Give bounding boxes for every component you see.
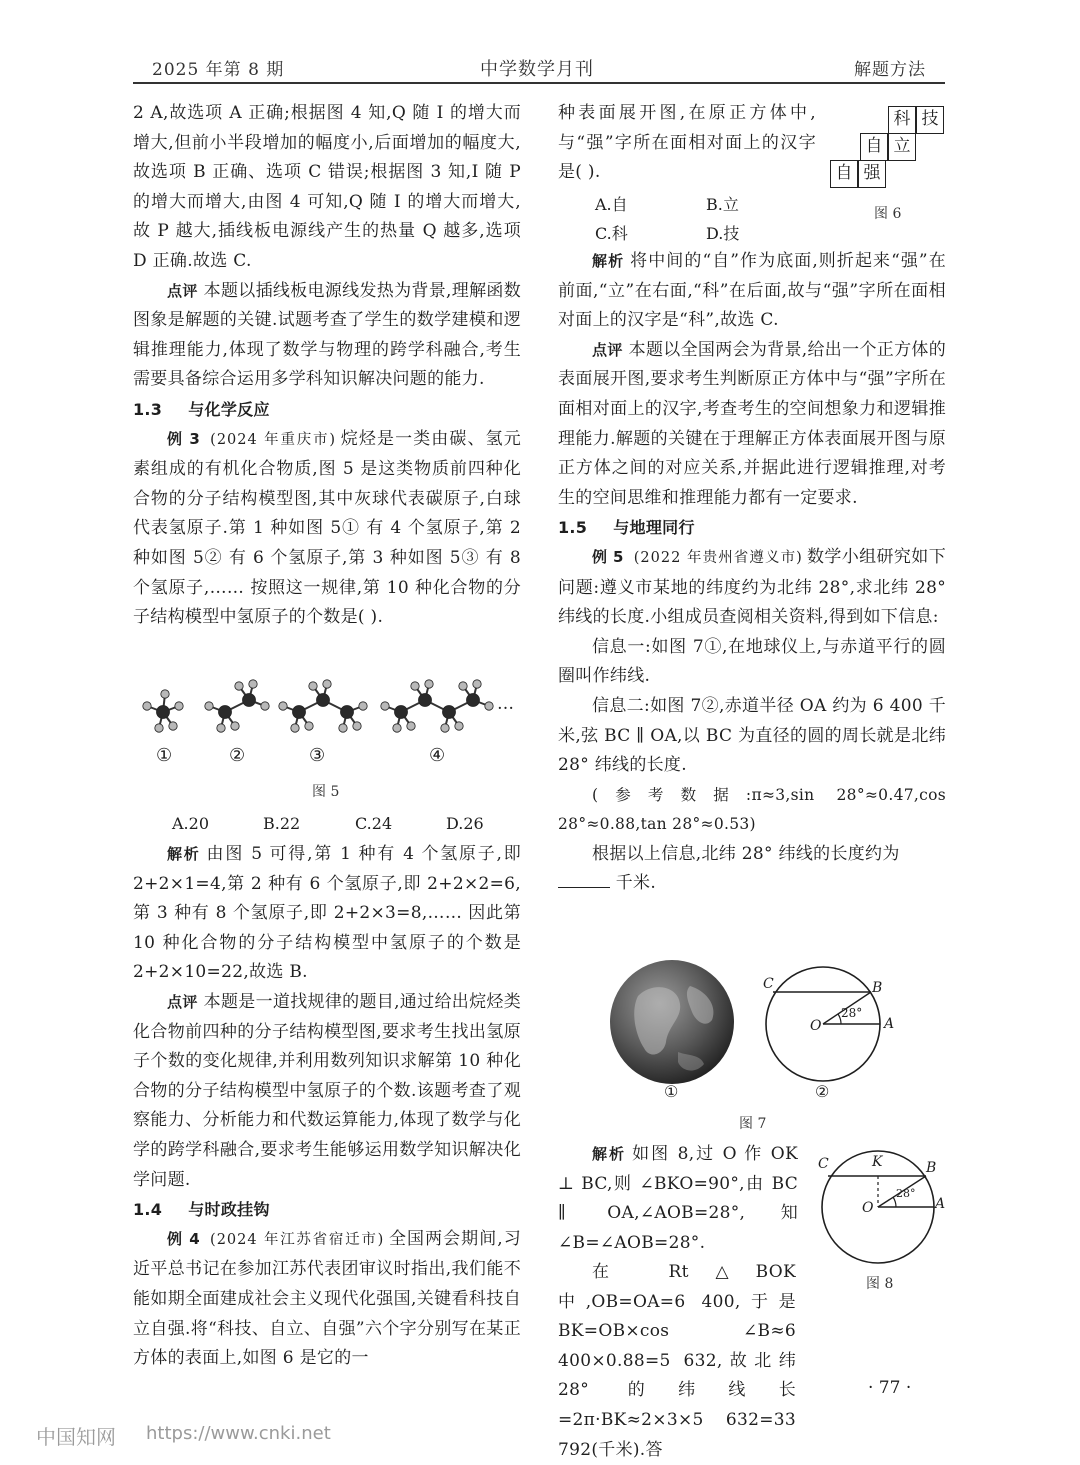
fig7-label-a: A [884,1016,895,1032]
hydrogen-atom [459,682,467,690]
hydrogen-atom [155,724,163,732]
hydrogen-atom [169,722,177,730]
fig5-label-1: ① [156,745,173,766]
fig5-label-3: ③ [309,745,326,766]
cnki-logo: 中国知网 [36,1425,116,1449]
hydrogen-atom [485,702,493,710]
solution-5 [558,1140,798,1258]
hydrogen-atom [473,680,481,688]
section-heading-1-4 [133,1195,521,1225]
hydrogen-atom [231,722,239,730]
hydrogen-atom [441,724,449,732]
question-text: 根据以上信息,北纬 28° 纬线的长度约为 [592,843,900,864]
net-cell-zi-bottom: 自 [830,160,858,188]
fig8-label-o: O [862,1200,874,1216]
comment-text: 本题以全国两会为背景,给出一个正方体的表面展开图,要求考生判断原正方体中与“强”字所在面相对面上的汉字,考查考生的空间想象力和逻辑推理能力.解题的关键在于理解正方体表面展开图与原正方体之间的对应关系,并据此进行逻辑推理,对考生的空间思维和推理能力都有一定要求. [558,339,947,508]
carbon-atom [395,706,408,719]
circle-diagram [766,967,883,1081]
ex3-option-c: C.24 [355,814,393,833]
section-title-text: 与化学反应 [188,399,270,419]
section-heading-1-3 [133,395,521,425]
page-number: · 77 · [868,1378,912,1398]
comment-label: 点评 [167,992,198,1011]
carbon-atom [243,694,256,707]
section-title: 解题方法 [854,60,926,80]
header-rule [133,82,945,84]
journal-title: 中学数学月刊 [480,59,594,80]
hydrogen-atom [249,680,257,688]
info-2: 信息二:如图 7②,赤道半径 OA 约为 6 400 千米,弦 BC ∥ OA,以 BC 为直径的圆的周长就是北纬 28° 纬线的长度. [558,695,946,776]
hydrogen-atom [425,680,433,688]
hydrogen-atom [205,702,213,710]
solution-text: 由图 5 可得,第 1 种有 4 个氢原子,即 2+2×1=4,第 2 种有 6 个氢原子,即 2+2×2=6,第 3 种有 8 个氢原子,即 2+2×3=8,…… 因此第 10 种化合物的分子结构模型中氢原子的个数是 2+2×10=22,故选 B. [133,844,522,983]
solution-5b: 在 Rt△BOK 中,OB=OA=6 400,于是 BK=OB×cos ∠B≈6 400×0.88=5 632,故北纬 28° 的纬线长=2π·BK≈2×3×5 632=33 792(千米).答 [558,1262,796,1460]
carbon-atom [419,694,432,707]
section-title-text: 与地理同行 [613,518,695,538]
fig7-angle: 28° [841,1006,863,1020]
fig7-label-c: C [763,976,774,992]
fig8-label-b: B [926,1160,937,1176]
fig7-sub-2: ② [815,1082,830,1101]
ex3-option-d: D.26 [446,814,484,833]
hydrogen-atom [279,702,287,710]
net-cell-zi-top: 自 [860,133,888,161]
ex4-option-a: A.自 [595,195,628,214]
net-cell-li: 立 [888,133,916,161]
solution-5-part2 [558,1258,946,1465]
fig7-sub-1: ① [664,1082,679,1101]
fig5-caption: 图 5 [312,784,340,800]
example-3 [133,425,521,633]
carbon-atom [157,706,170,719]
solution-5-part1 [558,1140,798,1258]
question-5 [558,840,946,899]
hydrogen-atom [217,724,225,732]
fig7-label-o: O [810,1018,822,1034]
hydrogen-atom [353,722,361,730]
hydrogen-atom [291,724,299,732]
example-label: 例 3 [167,429,201,448]
example-text: 烷烃是一类由碳、氢元素组成的有机化合物质,图 5 是这类物质前四种化合物的分子结构模型图,其中灰球代表碳原子,白球代表氢原子.第 1 种如图 5① 有 4 个氢原子,第 2 种如图 5② 有 6 个氢原子,第 3 种如图 5③ 有 8 个氢原子,…… 按照这一规律,第 10 种化合物的分子结构模型中氢原子的个数是( ). [133,428,522,628]
hydrogen-atom [235,682,243,690]
figure-5-molecules [133,672,523,776]
solution-label: 解析 [592,1145,627,1163]
example-label: 例 5 [592,547,624,566]
hydrogen-atom [455,722,463,730]
info-1: 信息一:如图 7①,在地球仪上,与赤道平行的圆圈叫作纬线. [558,636,946,687]
hydrogen-atom [261,702,269,710]
net-cell-ke: 科 [888,106,916,134]
left-column-top [133,99,521,633]
ex4-option-b: B.立 [706,195,739,214]
hydrogen-atom [411,682,419,690]
hydrogen-atom [309,682,317,690]
fig8-label-k: K [872,1154,883,1170]
net-cell-ji: 技 [916,106,944,134]
comment-label: 点评 [167,281,198,300]
section-number: 1.5 [558,518,588,538]
comment-4 [558,336,946,514]
fig8-angle: 28° [896,1187,916,1200]
hydrogen-atom [339,724,347,732]
carbon-atom [219,706,232,719]
hydrogen-atom [143,702,151,710]
net-cell-qiang: 强 [858,160,886,188]
fig5-label-2: ② [229,745,246,766]
solution-3 [133,840,521,988]
section-heading-1-5 [558,513,946,543]
solution-text: 如图 8,过 O 作 OK ⊥ BC,则 ∠BKO=90°,由 BC ∥ OA,∠AOB=28°,知 ∠B=∠AOB=28°. [558,1144,798,1253]
globe-image [610,960,734,1084]
example-label: 例 4 [167,1229,201,1248]
solution-label: 解析 [167,845,201,863]
fig7-caption: 图 7 [739,1116,767,1132]
fig5-ellipsis: … [497,694,514,714]
hydrogen-atom [381,702,389,710]
example-text: 数学小组研究如下问题:遵义市某地的纬度约为北纬 28°,求北纬 28° 纬线的长度.小组成员查阅相关资料,得到如下信息: [558,546,947,628]
example-5 [558,543,946,633]
paragraph-prev-solution: 2 A,故选项 A 正确;根据图 4 知,Q 随 I 的增大而增大,但前小半段增加的幅度小,后面增加的幅度大,故选项 B 正确、选项 C 错误;根据图 3 知,I 随 P 的增大而增大,由图 4 可知,Q 随 I 的增大而增大,故 P 越大,插线板电源线产生的热量 Q 越多,选项 D 正确.故选 C. [133,103,521,271]
comment-text: 本题是一道找规律的题目,通过给出烷烃类化合物前四种的分子结构模型图,要求考生找出氢原子个数的变化规律,并利用数列知识求解第 10 种化合物的分子结构模型中氢原子的个数.该题考查了观察能力、分析能力和代数运算能力,体现了数学与化学的跨学科融合,要求考生能够运用数学知识解决化学问题. [133,991,521,1190]
left-column-bottom [133,840,521,1374]
answer-blank [558,873,610,888]
carbon-atom [317,694,330,707]
hydrogen-atom [407,722,415,730]
example-source: (2024 年江苏省宿迁市) [210,1231,385,1248]
example-source: (2022 年贵州省遵义市) [633,549,803,566]
section-number: 1.3 [133,399,163,419]
ex4-option-d: D.技 [706,224,740,243]
carbon-atom [467,694,480,707]
right-column-main [558,247,946,899]
figure-6-cube-net [830,106,946,190]
hydrogen-atom [393,724,401,732]
carbon-atom [443,706,456,719]
fig8-caption: 图 8 [866,1276,894,1292]
hydrogen-atom [175,702,183,710]
issue-label: 2025 年第 8 期 [152,60,285,80]
comment-3 [133,988,521,1195]
fig7-label-b: B [872,980,883,996]
figure-7 [608,956,908,1106]
hydrogen-atom [305,722,313,730]
carbon-atom [341,706,354,719]
reference-data: (参考数据:π≈3,sin 28°≈0.47,cos 28°≈0.88,tan 28°≈0.53) [558,785,946,834]
example-source: (2024 年重庆市) [210,431,336,448]
question-unit: 千米. [615,873,657,894]
hydrogen-atom [359,702,367,710]
fig6-caption: 图 6 [874,206,902,222]
example-4 [133,1225,521,1374]
solution-4 [558,247,946,336]
carbon-atom [293,706,306,719]
ex4-option-c: C.科 [595,224,628,243]
comment-label: 点评 [592,340,623,359]
hydrogen-atom [161,690,169,698]
ex3-option-a: A.20 [172,814,209,833]
comment-text: 本题以插线板电源线发热为背景,理解函数图象是解题的关键.试题考查了学生的数学建模和逻辑推理能力,体现了数学与物理的跨学科融合,考生需要具备综合运用多学科知识解决问题的能力. [133,280,521,390]
section-title-text: 与时政挂钩 [188,1200,270,1220]
section-number: 1.4 [133,1200,163,1220]
fig8-label-a: A [935,1196,946,1212]
hydrogen-atom [323,680,331,688]
example-text: 全国两会期间,习近平总书记在参加江苏代表团审议时指出,我们能不能如期全面建成社会主义现代化强国,关键看科技自立自强.将“科技、自立、自强”六个字分别写在某正方体的表面上,如图 6 是它的一 [133,1228,521,1369]
example-4-text-cont: 种表面展开图,在原正方体中,与“强”字所在面相对面上的汉字是( ). [558,103,816,183]
fig8-label-c: C [818,1156,829,1172]
example-4-continued [558,99,816,188]
ex3-option-b: B.22 [263,814,301,833]
cnki-url[interactable]: https://www.cnki.net [146,1423,331,1444]
solution-text: 将中间的“自”作为底面,则折起来“强”在前面,“立”在右面,“科”在后面,故与“强”字所在面相对面上的汉字是“科”,故选 C. [558,251,946,331]
fig5-label-4: ④ [429,745,446,766]
solution-label: 解析 [592,252,625,270]
comment-paragraph-2 [133,277,521,395]
